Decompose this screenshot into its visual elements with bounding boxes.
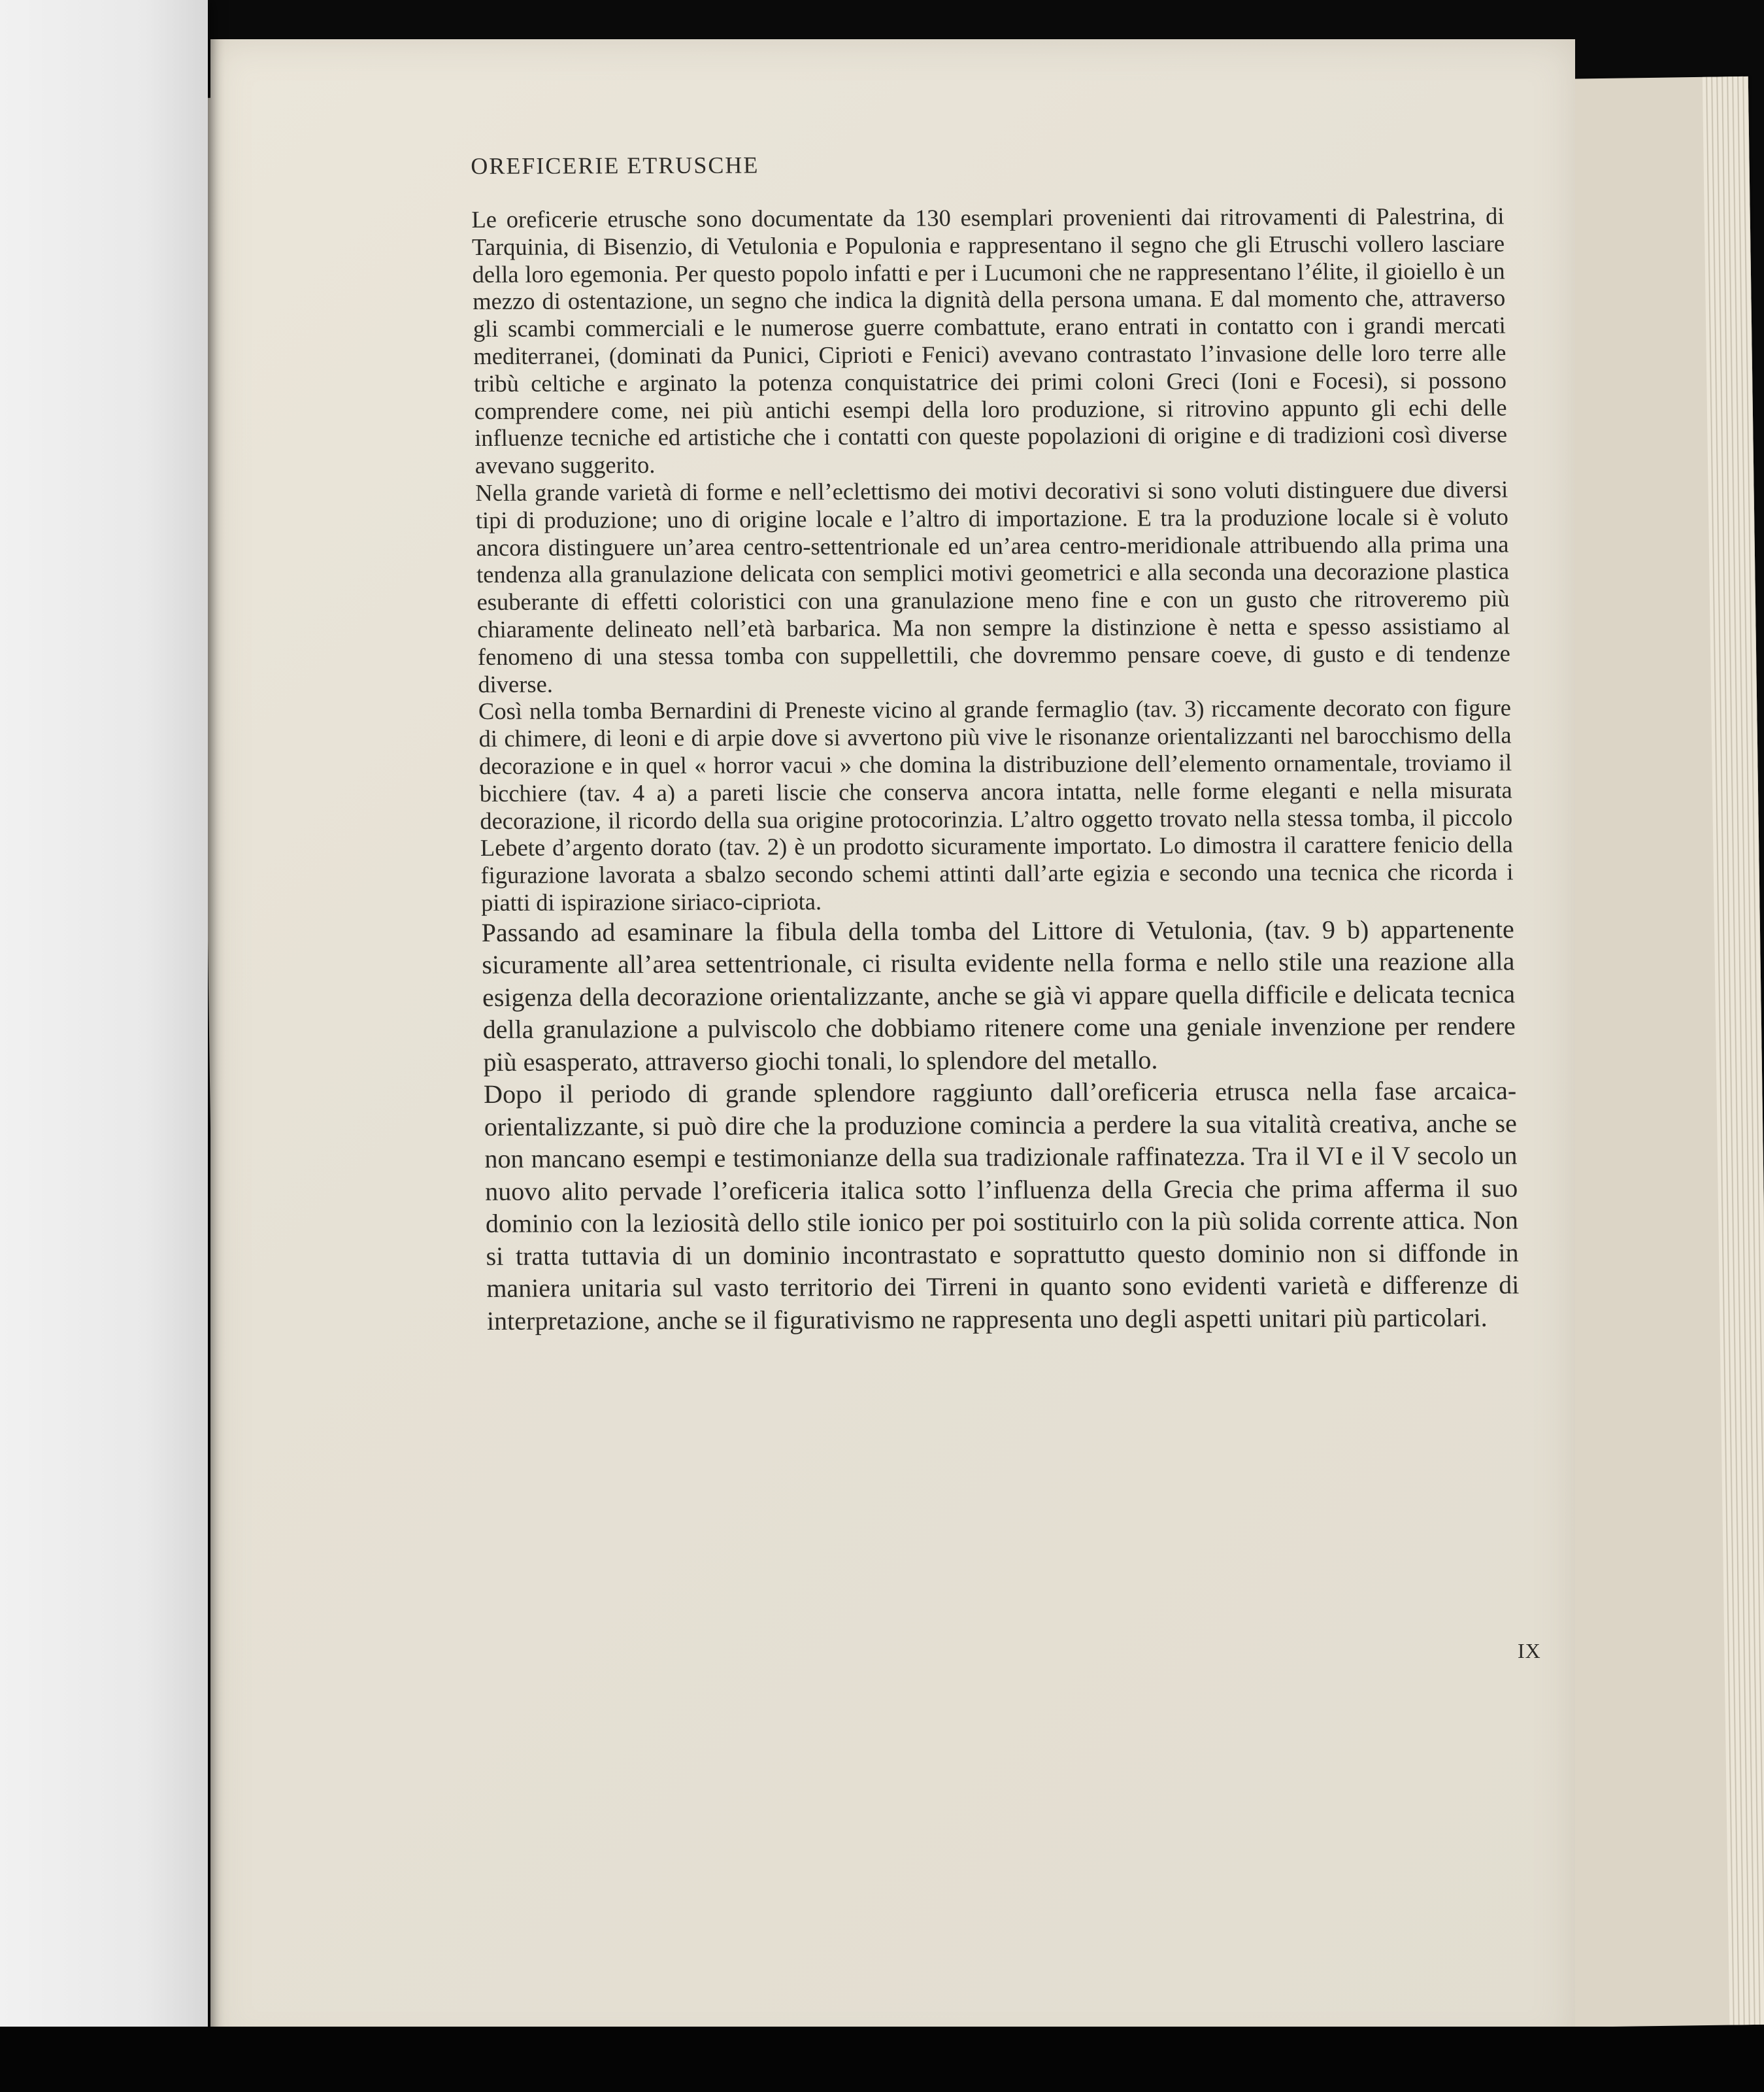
paragraph-2: Nella grande varietà di forme e nell’eclettismo dei motivi decorativi si sono voluti distinguere due diversi tipi di produzione; uno di origine locale e l’altro di importazione. E tra la produzione locale si è voluto ancora distinguere un’area centro-settentrionale ed un’area centro-meridionale attribuendo alla prima una tendenza alla granulazione delicata con semplici motivi geometrici e alla seconda una decorazione plastica esuberante di effetti coloristici con una granulazione meno fine e con un gusto che ritroveremo più chiaramente delineato nell’età barbarica. Ma non sempre la distinzione è netta e spesso assistiamo al fenomeno di una stessa tomba con suppellettili, che dovremmo pensare coeve, di gusto e di tendenze diverse.	[474, 475, 1511, 698]
page-heading: OREFICERIE ETRUSCHE	[471, 152, 759, 179]
background-surface	[0, 2027, 1764, 2092]
paragraph-4: Passando ad esaminare la fibula della tomba del Littore di Vetulonia, (tav. 9 b) appartenente sicuramente all’area settentrionale, ci risulta evidente nella forma e nello stile una reazione alla esigenza della decorazione orientalizzante, anche se già vi appare quella difficile e delicata tecnica della granulazione a pulviscolo che dobbiamo ritenere come una geniale invenzione per rendere più esasperato, attraverso giochi tonali, lo splendore del metallo.	[481, 914, 1516, 1077]
page-number: IX	[1518, 1639, 1541, 1662]
paragraph-3: Così nella tomba Bernardini di Preneste vicino al grande fermaglio (tav. 3) riccamente decorato con figure di chimere, di leoni e di arpie dove si avvertono più vive le risonanze orientalizzanti nel barocchismo della decorazione e in quel « horror vacui » che domina la distribuzione dell’elemento ornamentale, troviamo il bicchiere (tav. 4 a) a pareti liscie che conserva ancora intatta, nelle forme eleganti e nella misurata decorazione, il ricordo della sua origine protocorinzia. L’altro oggetto trovato nella stessa tomba, il piccolo Lebete d’argento dorato (tav. 2) è un prodotto sicuramente importato. Lo dimostra il carattere fenicio della figurazione lavorata a sbalzo secondo schemi attinti dall’arte egizia e secondo una tecnica che ricorda i piatti di ispirazione siriaco-cipriota.	[478, 694, 1514, 916]
paragraph-1: Le oreficerie etrusche sono documentate da 130 esemplari provenienti dai ritrovamenti di Palestrina, di Tarquinia, di Bisenzio, di Vetulonia e Populonia e rappresentano il segno che gli Etruschi vollero lasciare della loro egemonia. Per questo popolo infatti e per i Lucumoni che ne rappresentano l’élite, il gioiello è un mezzo di ostentazione, un segno che indica la dignità della persona umana. E dal momento che, attraverso gli scambi commerciali e le numerose guerre combattute, erano entrati in contatto con i grandi mercati mediterranei, (dominati da Punici, Ciprioti e Fenici) avevano contrastato l’invasione delle loro terre alle tribù celtiche e arginato la potenza conquistatrice dei primi coloni Greci (Ioni e Focesi), si possono comprendere come, nei più antichi esempi della loro produzione, si ritrovino appunto gli echi delle influenze tecniche ed artistiche che i contatti con queste popolazioni di origine e di tradizioni così diverse avevano suggerito.	[471, 202, 1508, 479]
page-text-block	[471, 148, 1520, 1337]
left-page-margin	[0, 0, 208, 2092]
paragraph-5: Dopo il periodo di grande splendore raggiunto dall’oreficeria etrusca nella fase arcaica-orientalizzante, si può dire che la produzione comincia a perdere la sua vitalità creativa, anche se non mancano esempi e testimonianze della sua tradizionale raffinatezza. Tra il VI e il V secolo un nuovo alito pervade l’oreficeria italica sotto l’influenza della Grecia che prima afferma il suo dominio con la leziosità dello stile ionico per poi sostituirlo con la più solida corrente attica. Non si tratta tuttavia di un dominio incontrastato e soprattutto questo dominio non si diffonde in maniera unitaria sul vasto territorio dei Tirreni in quanto sono evidenti varietà e differenze di interpretazione, anche se il figurativismo ne rappresenta uno degli aspetti unitari più particolari.	[483, 1075, 1520, 1336]
page-edge	[1703, 76, 1764, 2025]
